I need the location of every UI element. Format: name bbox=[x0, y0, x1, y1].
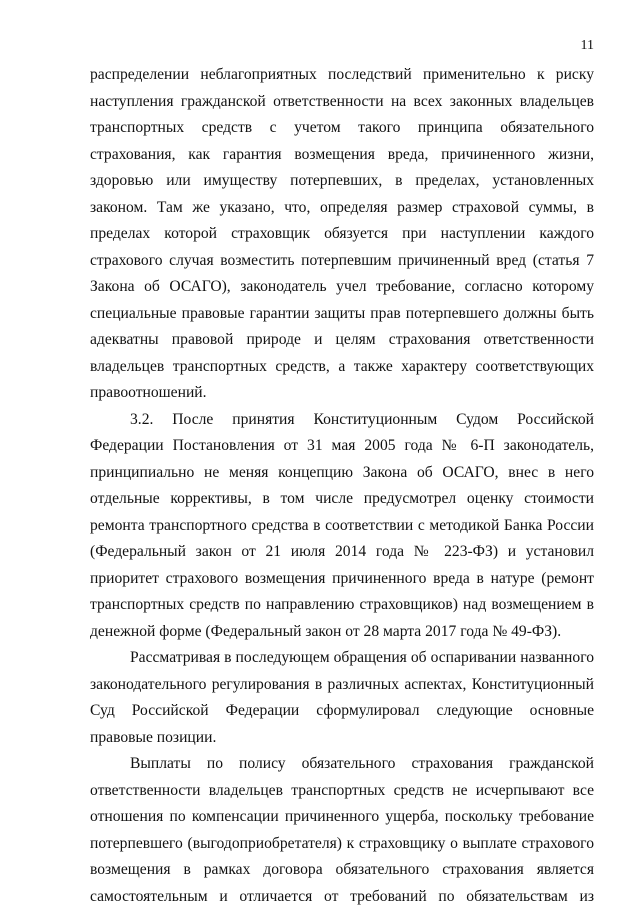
paragraph-3-2: 3.2. После принятия Конституционным Судом Российской Федерации Постановления от 31 мая 2005 года № 6-П законодатель, принципиально не меняя концепцию Закона об ОСАГО, внес в него отдельные коррективы, в том числе предусмотрел оценку стоимости ремонта транспортного средства в соответствии с методикой Банка России (Федеральный закон от 21 июля 2014 года № 223-ФЗ) и установил приоритет страхового возмещения причиненного вреда в натуре (ремонт транспортных средств по направлению страховщиков) над возмещением в денежной форме (Федеральный закон от 28 марта 2017 года № 49-ФЗ). bbox=[90, 410, 594, 640]
paragraph-legal-positions-intro: Рассматривая в последующем обращения об оспаривании названного законодательного регулирования в различных аспектах, Конституционный Суд Российской Федерации сформулировал следующие основные правовые позиции. bbox=[90, 649, 594, 746]
paragraph-continuation: распределении неблагоприятных последствий применительно к риску наступления гражданской ответственности на всех законных владельцев транспортных средств с учетом такого принципа обязательного страхования, как гарантия возмещения вреда, причиненного жизни, здоровью или имуществу потерпевших, в пределах, установленных законом. Там же указано, что, определяя размер страховой суммы, в пределах которой страховщик обязуется при наступлении каждого страхового случая возместить потерпевшим причиненный вред (статья 7 Закона об ОСАГО), законодатель учел требование, согласно которому специальные правовые гарантии защиты прав потерпевшего должны быть адекватны правовой природе и целям страхования ответственности владельцев транспортных средств, а также характеру соответствующих правоотношений. bbox=[90, 66, 594, 401]
document-body bbox=[90, 62, 594, 910]
paragraph-insurance-payments: Выплаты по полису обязательного страхования гражданской ответственности владельцев транспортных средств не исчерпывают все отношения по компенсации причиненного ущерба, поскольку требование потерпевшего (выгодоприобретателя) к страховщику о выплате страхового возмещения в рамках договора обязательного страхования является самостоятельным и отличается от требований по обязательствам из bbox=[90, 755, 594, 905]
page-number: 11 bbox=[580, 38, 594, 53]
